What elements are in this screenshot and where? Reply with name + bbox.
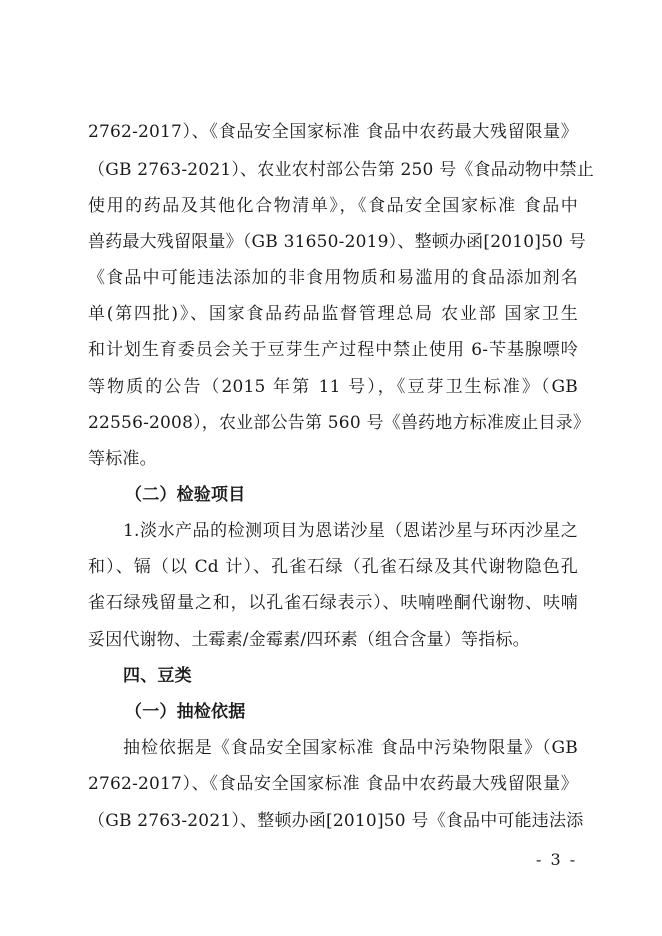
body-text-line-15: 妥因代谢物、土霉素/金霉素/四环素（组合含量）等指标。 — [88, 630, 530, 650]
body-text-line-1: 2762-2017）、《食品安全国家标准 食品中农药最大残留限量》 — [88, 122, 578, 142]
body-text-line-9: 22556-2008），农业部公告第 560 号《兽药地方标准废止目录》 — [88, 413, 591, 433]
body-text-line-6: 单(第四批)》、国家食品药品监督管理总局 农业部 国家卫生 — [88, 304, 578, 324]
body-text-line-5: 《食品中可能违法添加的非食用物质和易滥用的食品添加剂名 — [88, 268, 578, 288]
section-heading-beans: 四、豆类 — [123, 666, 192, 686]
page-number: - 3 - — [536, 850, 578, 869]
section-heading-sampling-basis: （一）抽检依据 — [125, 702, 246, 722]
body-text-line-2: （GB 2763-2021）、农业农村部公告第 250 号《食品动物中禁止 — [88, 160, 594, 180]
body-text-line-10: 等标准。 — [88, 449, 157, 469]
body-text-line-20: （GB 2763-2021）、整顿办函[2010]50 号《食品中可能违法添 — [88, 811, 584, 831]
body-text-line-12: 1.淡水产品的检测项目为恩诺沙星（恩诺沙星与环丙沙星之 — [123, 521, 578, 541]
section-heading-inspection-items: （二）检验项目 — [125, 485, 246, 505]
body-text-line-8: 等物质的公告（2015 年第 11 号），《豆芽卫生标准》（GB — [88, 377, 578, 397]
body-text-line-4: 兽药最大残留限量》（GB 31650-2019）、整顿办函[2010]50 号 — [88, 232, 586, 252]
body-text-line-19: 2762-2017）、《食品安全国家标准 食品中农药最大残留限量》 — [88, 774, 578, 794]
body-text-line-18: 抽检依据是《食品安全国家标准 食品中污染物限量》（GB — [123, 738, 578, 758]
body-text-line-14: 雀石绿残留量之和，以孔雀石绿表示）、呋喃唑酮代谢物、呋喃 — [88, 593, 578, 613]
body-text-line-7: 和计划生育委员会关于豆芽生产过程中禁止使用 6-苄基腺嘌呤 — [88, 340, 578, 360]
body-text-line-13: 和）、镉（以 Cd 计）、孔雀石绿（孔雀石绿及其代谢物隐色孔 — [88, 557, 578, 577]
body-text-line-3: 使用的药品及其他化合物清单》，《食品安全国家标准 食品中 — [88, 196, 578, 216]
